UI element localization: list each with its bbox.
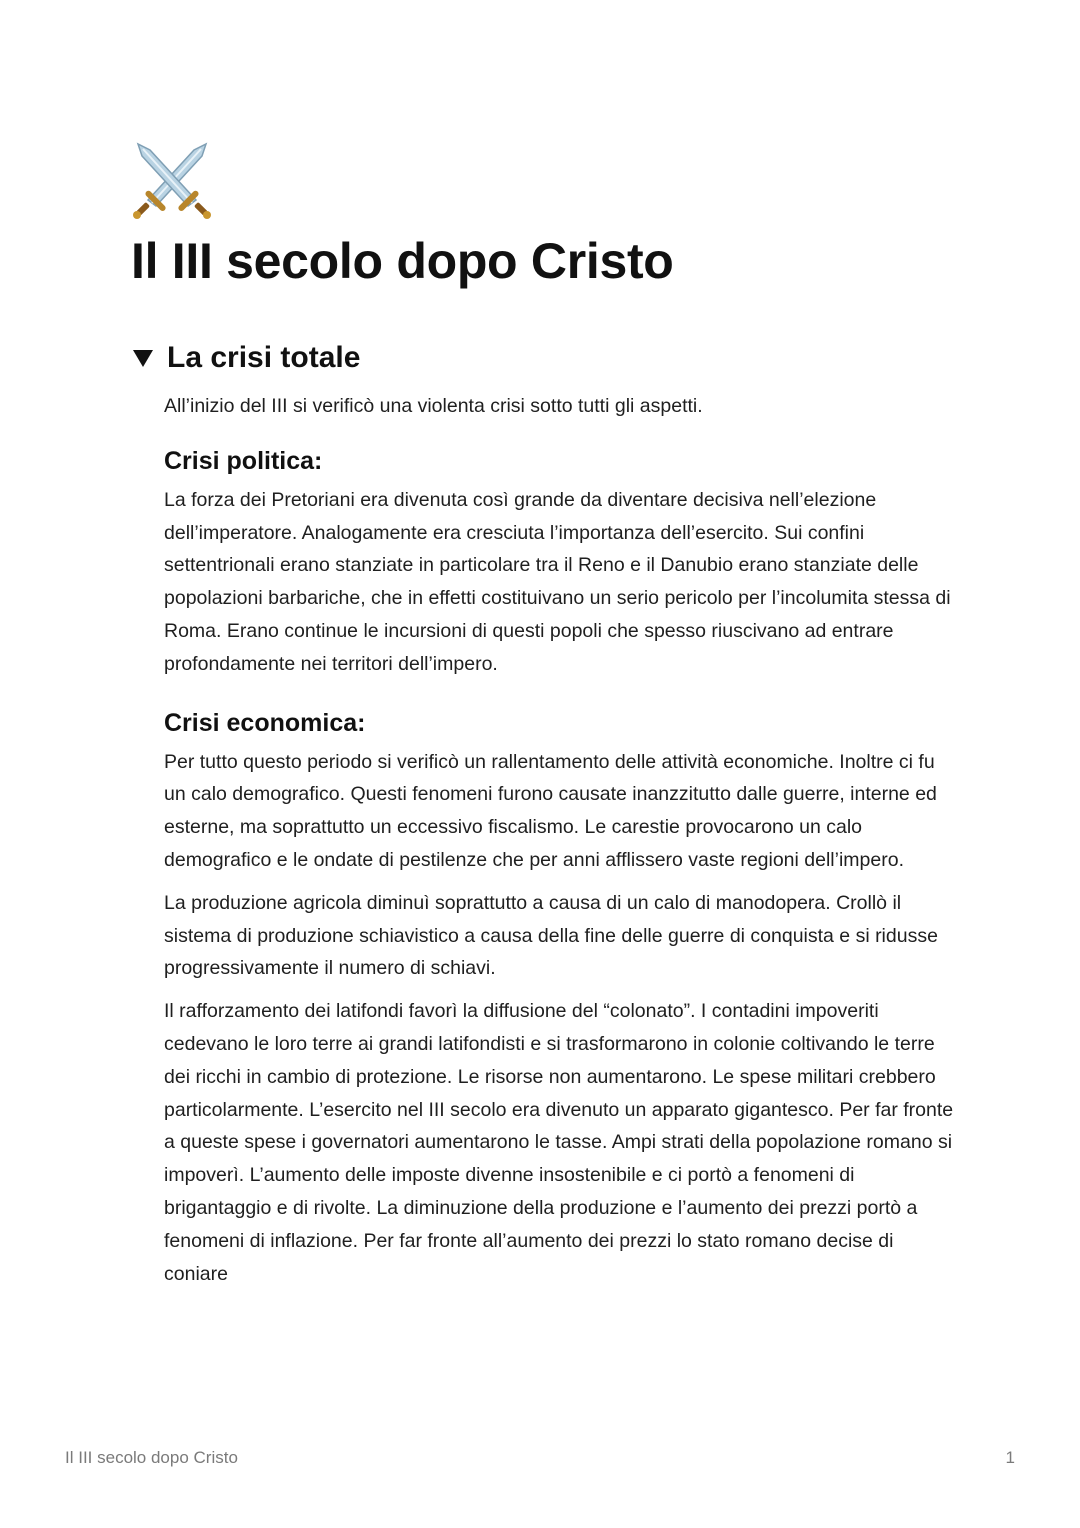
toggle-content — [164, 390, 959, 1290]
toggle-header[interactable] — [131, 336, 961, 380]
footer-title: Il III secolo dopo Cristo — [65, 1448, 238, 1467]
intro-paragraph: All’inizio del III si verificò una violenta crisi sotto tutti gli aspetti. — [164, 395, 703, 417]
crossed-swords-icon — [130, 140, 214, 222]
paragraph-economica-1: Per tutto questo periodo si verificò un rallentamento delle attività economiche. Inoltre ci fu un calo demografico. Questi fenomeni furono causate inanzzitutto dalle guerre, interne ed esterne, ma soprattutto un eccessivo fiscalismo. Le carestie provocarono un calo demografico e le ondate di pestilenze che per anni afflissero vaste regioni dell’impero. — [164, 750, 937, 871]
paragraph-crisi-politica: La forza dei Pretoriani era divenuta così grande da diventare decisiva nell’elezione dell’imperatore. Analogamente era cresciuta l’importanza dell’esercito. Sui confini settentrionali erano stanziate in particolare tra il Reno e il Danubio erano stanziate delle popolazioni barbariche, che in effetti costituivano un serio pericolo per l’incolumita stessa di Roma. Erano continue le incursioni di questi popoli che spesso riuscivano ad entrare profondamente nei territori dell’impero. — [164, 488, 951, 675]
heading-crisi-economica: Crisi economica: — [164, 708, 366, 737]
heading-crisi-politica: Crisi politica: — [164, 446, 323, 475]
page-title: Il III secolo dopo Cristo — [131, 233, 674, 289]
paragraph-economica-3: Il rafforzamento dei latifondi favorì la diffusione del “colonato”. I contadini impoveriti cedevano le loro terre ai grandi latifondisti e si trasformarono in colonie coltivando le terre dei ricchi in cambio di protezione. Le risorse non aumentarono. Le spese militari crebbero particolarmente. L’esercito nel III secolo era divenuto un apparato gigantesco. Per far fronte a queste spese i governatori aumentarono le tasse. Ampi strati della popolazione romano si impoverì. L’aumento delle imposte divenne insostenibile e ci portò a fenomeni di brigantaggio e di rivolte. La diminuzione della produzione e l’aumento dei prezzi portò a fenomeni di inflazione. Per far fronte all’aumento dei prezzi lo stato romano decise di coniare — [164, 1000, 954, 1285]
toggle-section-crisi-totale — [131, 336, 961, 1290]
toggle-triangle-icon[interactable] — [133, 350, 153, 367]
footer-page-number: 1 — [1005, 1448, 1015, 1467]
paragraph-economica-2: La produzione agricola diminuì soprattutto a causa di un calo di manodopera. Crollò il sistema di produzione schiavistico a causa della fine delle guerre di conquista e si ridusse progressivamente il numero di schiavi. — [164, 891, 938, 980]
toggle-title: La crisi totale — [167, 341, 361, 374]
